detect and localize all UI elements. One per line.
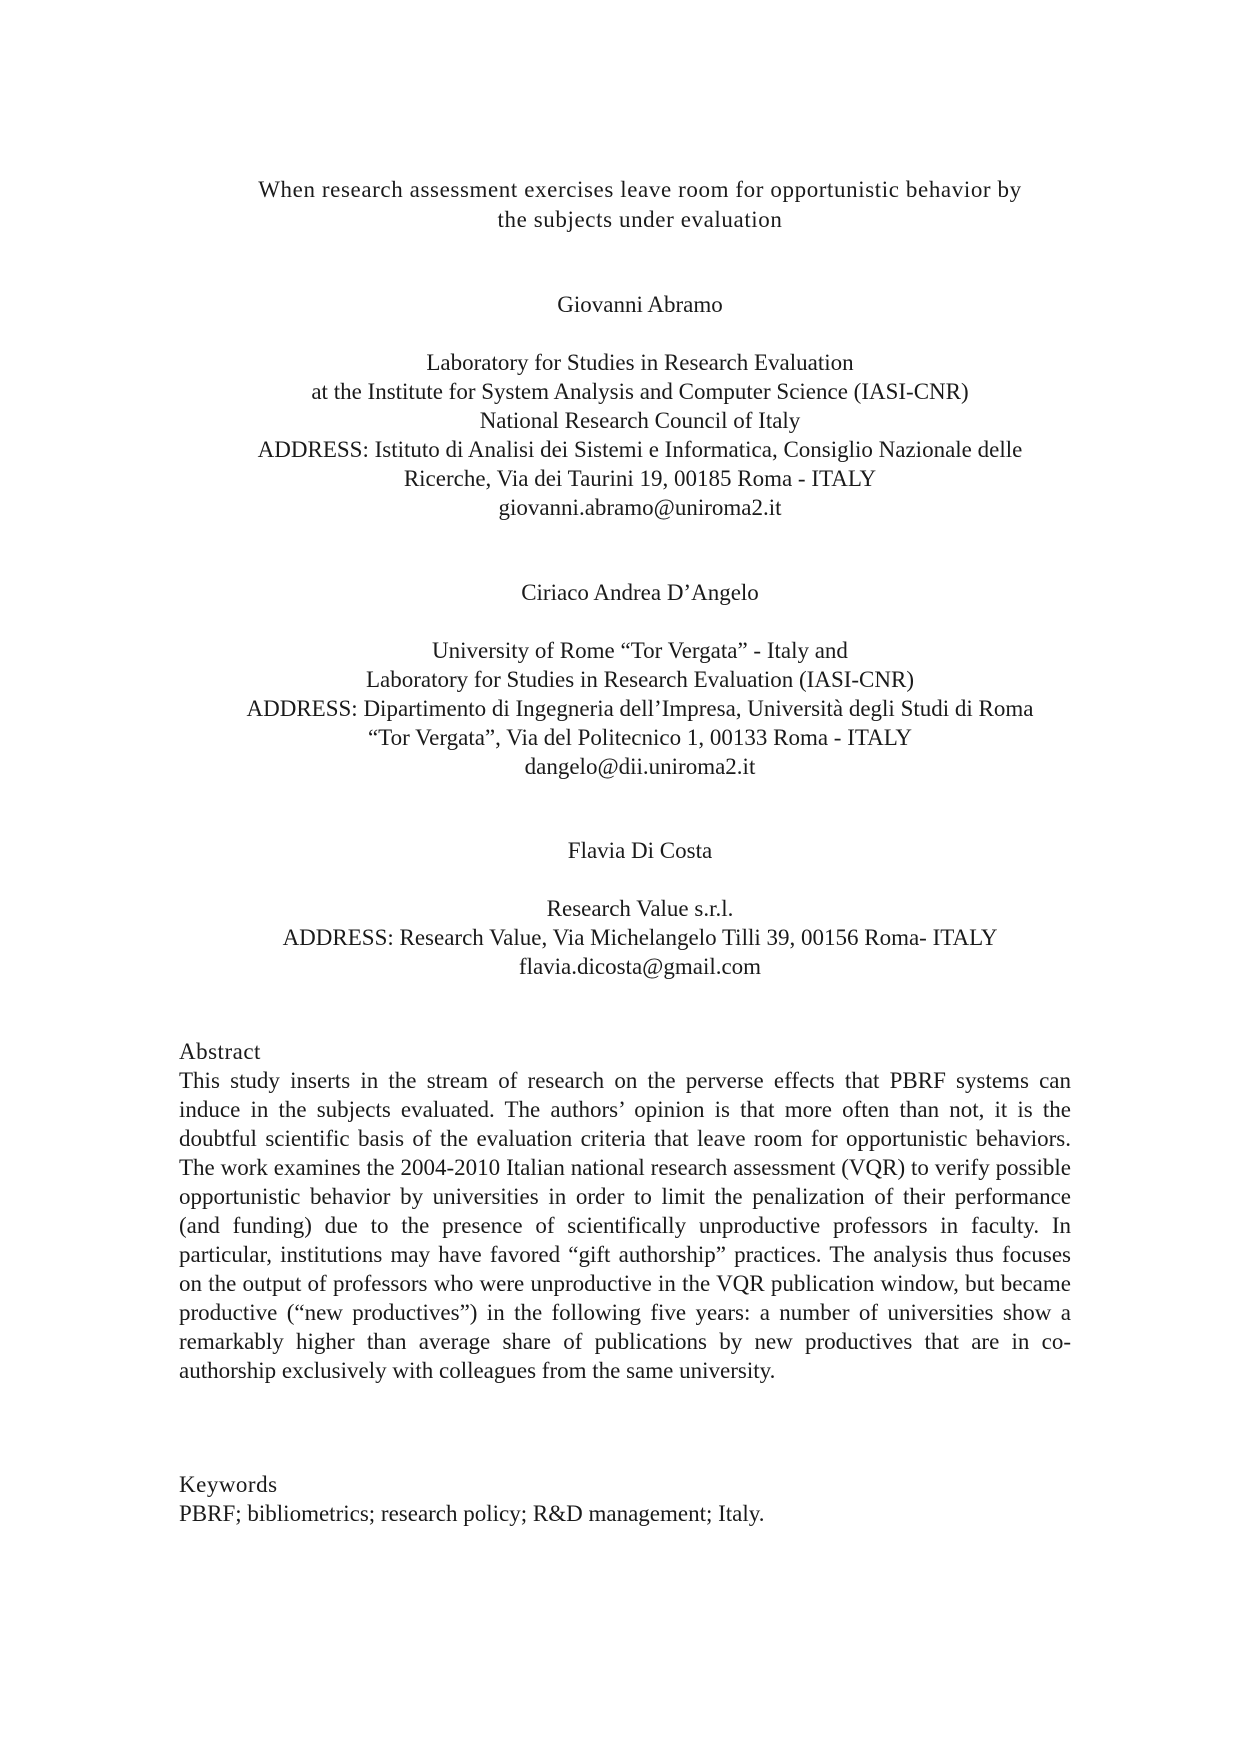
author-name: Giovanni Abramo: [557, 292, 723, 317]
author-block-dangelo: [160, 578, 1120, 781]
author-name: Ciriaco Andrea D’Angelo: [521, 580, 759, 605]
affiliation-line: at the Institute for System Analysis and Computer Science (IASI-CNR): [311, 379, 969, 404]
abstract-section: [179, 1037, 1071, 1385]
author-name: Flavia Di Costa: [567, 838, 713, 863]
author-block-abramo: [160, 290, 1120, 522]
affiliation-line: National Research Council of Italy: [479, 408, 801, 433]
address-line: ADDRESS: Dipartimento di Ingegneria dell’Impresa, Università degli Studi di Roma: [246, 696, 1034, 721]
keywords-text: PBRF; bibliometrics; research policy; R&D management; Italy.: [179, 1501, 765, 1526]
author-email: flavia.dicosta@gmail.com: [518, 954, 762, 979]
affiliation-line: Laboratory for Studies in Research Evaluation (IASI-CNR): [365, 667, 915, 692]
author-email: dangelo@dii.uniroma2.it: [524, 754, 756, 779]
affiliation-line: Laboratory for Studies in Research Evaluation: [426, 350, 854, 375]
address-line: Ricerche, Via dei Taurini 19, 00185 Roma - ITALY: [403, 466, 877, 491]
title-line-1: When research assessment exercises leave room for opportunistic behavior by: [258, 177, 1022, 202]
paper-title: [160, 175, 1120, 235]
author-email: giovanni.abramo@uniroma2.it: [498, 495, 782, 520]
keywords-heading: Keywords: [179, 1472, 278, 1497]
author-block-dicosta: [160, 836, 1120, 981]
affiliation-line: University of Rome “Tor Vergata” - Italy and: [432, 638, 848, 663]
address-line: ADDRESS: Istituto di Analisi dei Sistemi e Informatica, Consiglio Nazionale delle: [257, 437, 1023, 462]
affiliation-line: Research Value s.r.l.: [546, 896, 734, 921]
address-line: ADDRESS: Research Value, Via Michelangelo Tilli 39, 00156 Roma- ITALY: [282, 925, 998, 950]
address-line: “Tor Vergata”, Via del Politecnico 1, 00133 Roma - ITALY: [367, 725, 913, 750]
title-line-2: the subjects under evaluation: [497, 207, 783, 232]
keywords-section: [179, 1470, 1071, 1528]
abstract-text: This study inserts in the stream of research on the perverse effects that PBRF systems can induce in the subjects evaluated. The authors’ opinion is that more often than not, it is the doubtful scientific basis of the evaluation criteria that leave room for opportunistic behaviors. The work examines the 2004-2010 Italian national research assessment (VQR) to verify possible opportunistic behavior by universities in order to limit the penalization of their performance (and funding) due to the presence of scientifically unproductive professors in faculty. In particular, institutions may have favored “gift authorship” practices. The analysis thus focuses on the output of professors who were unproductive in the VQR publication window, but became productive (“new productives”) in the following five years: a number of universities show a remarkably higher than average share of publications by new productives that are in co-authorship exclusively with colleagues from the same university.: [179, 1068, 1071, 1383]
abstract-heading: Abstract: [179, 1039, 261, 1064]
